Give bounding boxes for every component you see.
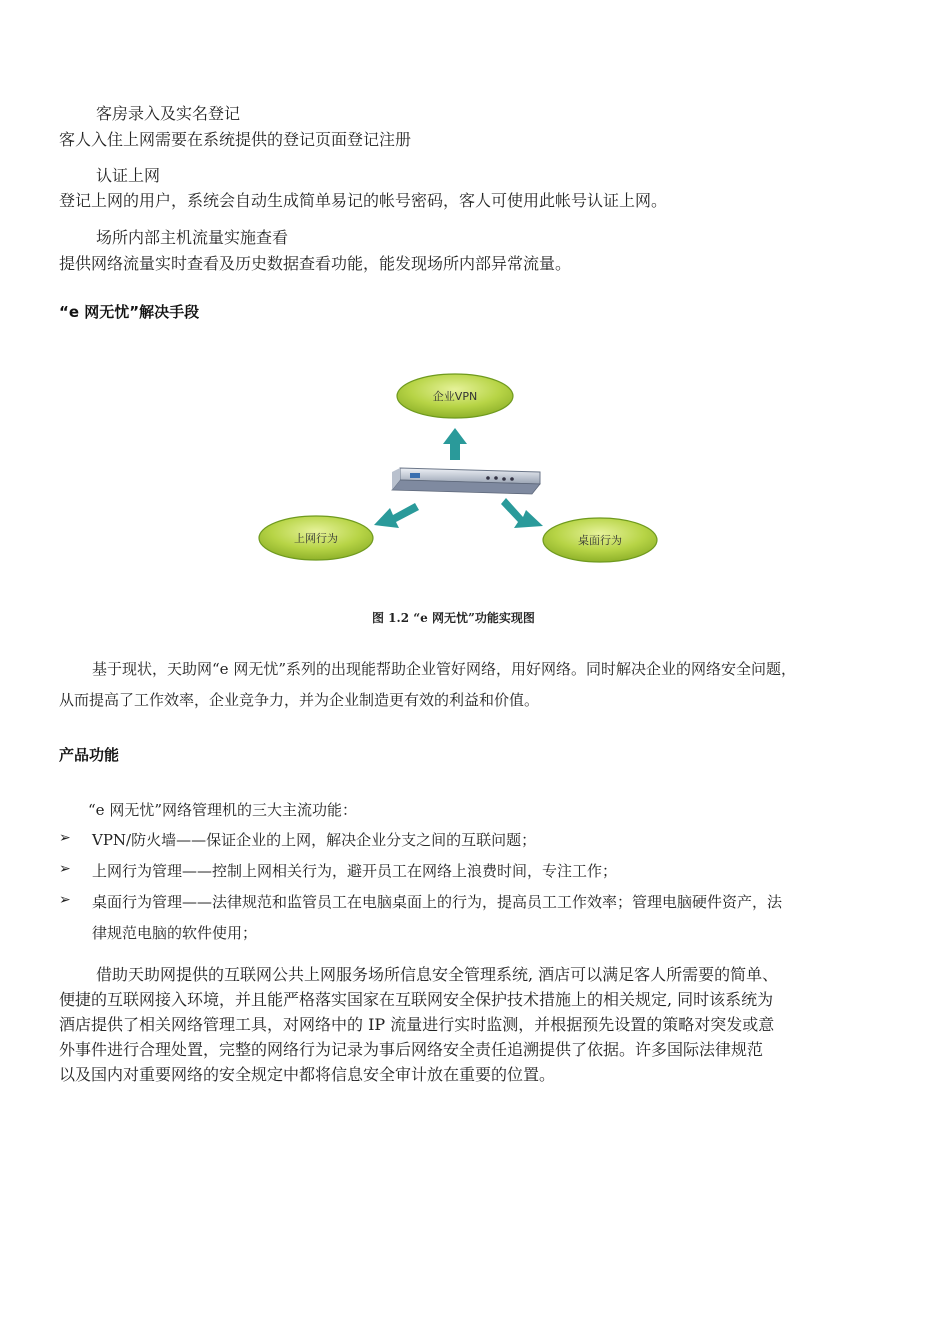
- section-title-auth: 认证上网: [96, 166, 161, 185]
- bullet-arrow-icon: ➢: [59, 830, 71, 846]
- features-intro: “e 网无忧”网络管理机的三大主流功能：: [88, 801, 357, 819]
- para1-line-2: 从而提高了工作效率，企业竞争力，并为企业制造更有效的利益和价值。: [59, 691, 540, 709]
- heading-solution: “e 网无忧”解决手段: [59, 303, 200, 321]
- section-title-traffic: 场所内部主机流量实施查看: [96, 228, 289, 247]
- bullet-arrow-icon: ➢: [59, 892, 71, 908]
- para2-line-4: 外事件进行合理处置，完整的网络行为记录为事后网络安全责任追溯提供了依据。许多国际法律规范: [59, 1040, 764, 1059]
- bubble-desktop-behavior-label: 桌面行为: [578, 534, 622, 547]
- para2-line-2: 便捷的互联网接入环境，并且能严格落实国家在互联网安全保护技术措施上的相关规定, 同时该系统为: [59, 990, 774, 1009]
- arrow-down-right-icon: [501, 498, 543, 528]
- arrow-up-icon: [443, 428, 467, 460]
- bubble-web-behavior-label: 上网行为: [294, 532, 338, 545]
- arrow-down-left-icon: [374, 503, 419, 528]
- para2-line-3: 酒店提供了相关网络管理工具，对网络中的 IP 流量进行实时监测，并根据预先设置的策略对突发或意: [59, 1015, 775, 1034]
- bullet-item-web-behavior: 上网行为管理——控制上网相关行为，避开员工在网络上浪费时间，专注工作；: [92, 862, 618, 880]
- bullet-item-desktop-behavior: 桌面行为管理——法律规范和监管员工在电脑桌面上的行为，提高员工工作效率；管理电脑硬件资产，法: [92, 893, 783, 911]
- bullet-item-vpn: VPN/防火墙——保证企业的上网，解决企业分支之间的互联问题；: [92, 831, 537, 849]
- heading-product-features: 产品功能: [59, 746, 120, 764]
- bubble-vpn-label: 企业VPN: [432, 390, 478, 403]
- function-diagram: [250, 360, 670, 575]
- para1-line-1: 基于现状，天助网“e 网无忧”系列的出现能帮助企业管好网络，用好网络。同时解决企业的网络安全问题，: [92, 660, 796, 678]
- section-desc-traffic: 提供网络流量实时查看及历史数据查看功能，能发现场所内部异常流量。: [59, 254, 572, 273]
- section-desc-auth: 登记上网的用户，系统会自动生成简单易记的帐号密码，客人可使用此帐号认证上网。: [59, 191, 668, 210]
- network-device-icon: [392, 468, 540, 494]
- bullet-item-desktop-behavior-cont: 律规范电脑的软件使用；: [92, 924, 258, 942]
- para2-line-5: 以及国内对重要网络的安全规定中都将信息安全审计放在重要的位置。: [59, 1065, 556, 1084]
- section-title-room-registration: 客房录入及实名登记: [96, 104, 241, 123]
- figure-caption: 图 1.2 “e 网无忧”功能实现图: [372, 611, 535, 625]
- section-desc-room-registration: 客人入住上网需要在系统提供的登记页面登记注册: [59, 130, 412, 149]
- para2-line-1: 借助天助网提供的互联网公共上网服务场所信息安全管理系统, 酒店可以满足客人所需要的简单、: [96, 965, 779, 984]
- bullet-arrow-icon: ➢: [59, 861, 71, 877]
